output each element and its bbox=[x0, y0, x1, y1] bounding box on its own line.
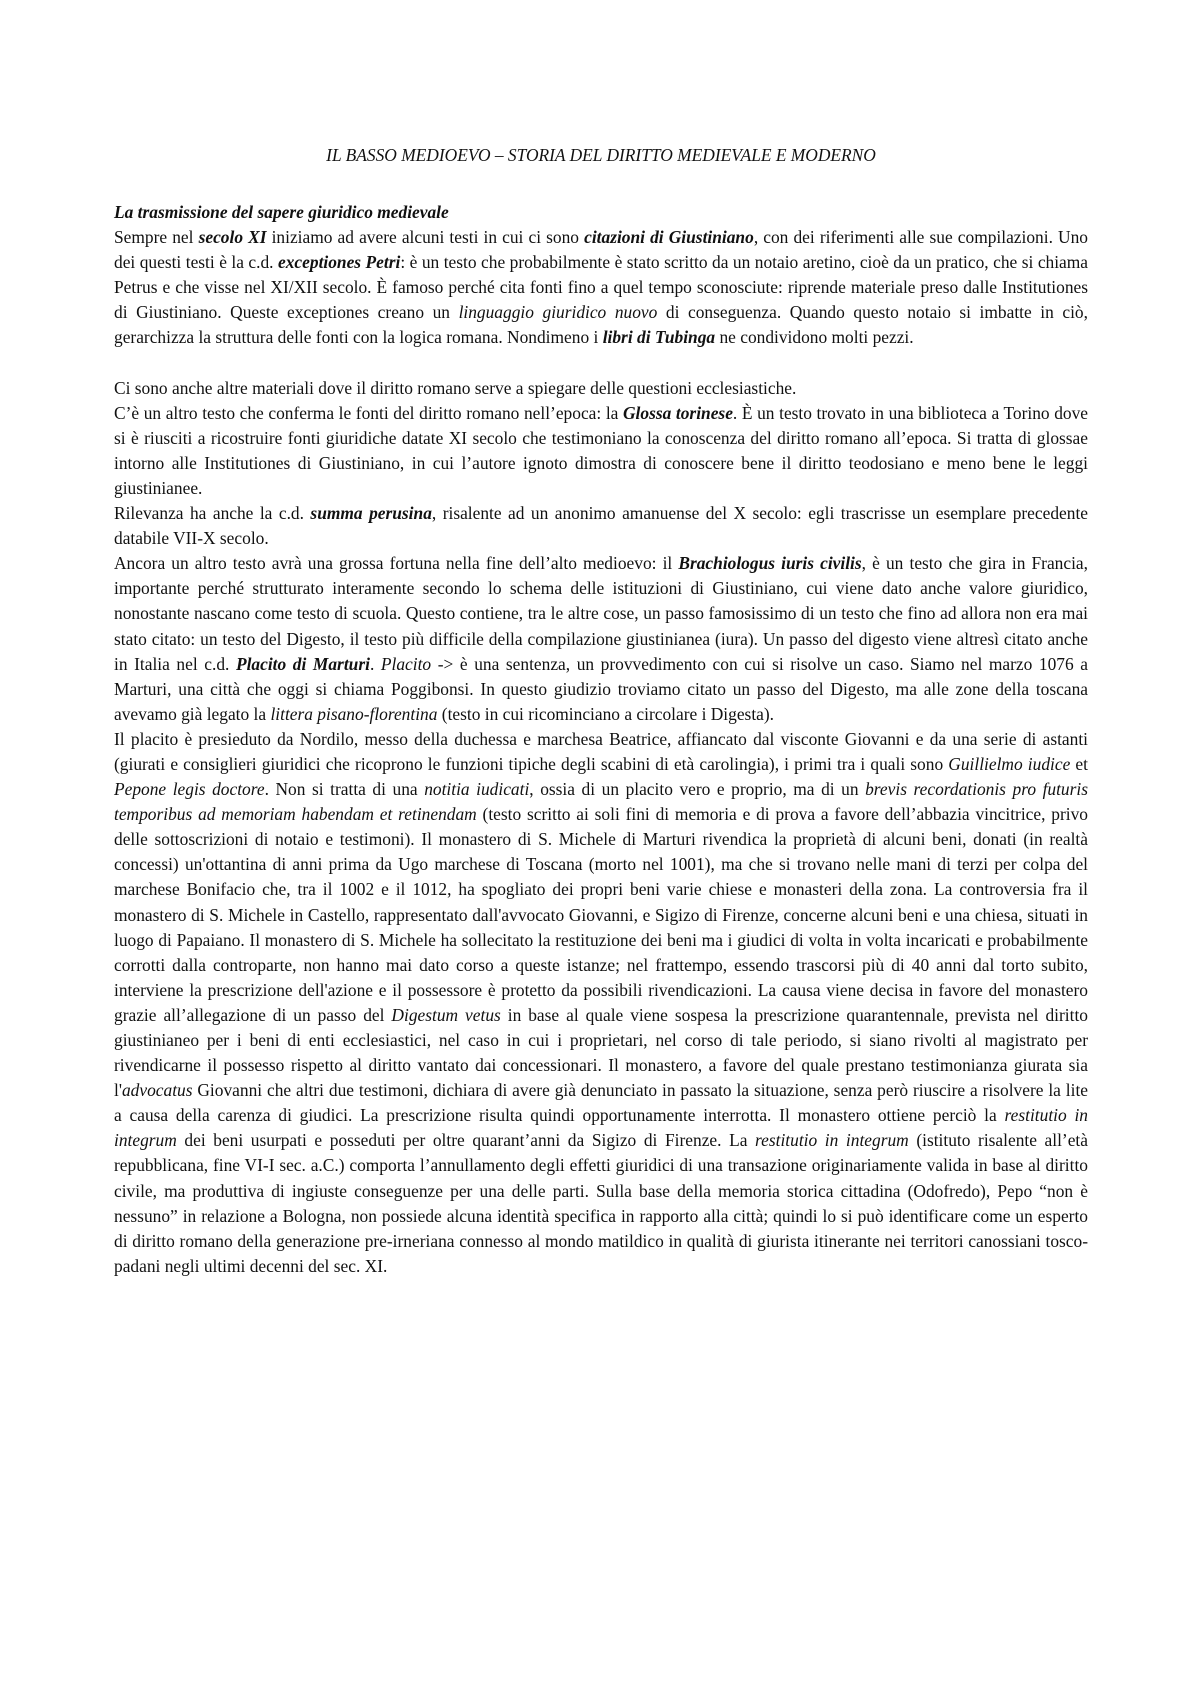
emphasis-italic: linguaggio giuridico nuovo bbox=[458, 302, 658, 323]
text-run: in base al quale viene sospesa la prescrizione quarantennale, prevista nel diritto giustinianeo per i beni di enti ecclesiastici, nel caso in cui i proprietari, nel corso di tale periodo, si siano rivolti al magistrato per rivendicarne il possesso rispetto al diritto vantato dai concessionari. Il monastero, a favore del quale prestano testimonianza giurata sia l' bbox=[114, 1004, 1088, 1101]
text-run: , è un testo che gira in Francia, importante perché strutturato interamente secondo lo schema delle istituzioni di Giustiniano, cui viene dato anche valore giuridico, nonostante nascano come testo di scuola. Questo contiene, tra le altre cose, un passo famosissimo di un testo che fino ad allora non era mai stato citato: un testo del Digesto, il testo più difficile della compilazione giustinianea (iura). Un passo del digesto viene altresì citato anche in Italia nel c.d. bbox=[114, 553, 1088, 674]
emphasis-bold-italic: libri di Tubinga bbox=[602, 327, 716, 348]
text-run: ne condividono molti pezzi. bbox=[715, 327, 914, 348]
emphasis-italic: advocatus bbox=[121, 1080, 193, 1101]
emphasis-bold-italic: Glossa torinese bbox=[622, 402, 733, 423]
text-run: Giovanni che altri due testimoni, dichiara di avere già denunciato in passato la situazione, senza però riuscire a risolvere la lite a causa della carenza di giudici. La prescrizione risulta quindi opportunamente interrotta. Il monastero ottiene perciò la bbox=[114, 1080, 1088, 1126]
text-run: C’è un altro testo che conferma le fonti del diritto romano nell’epoca: la bbox=[114, 402, 623, 423]
text-run: , risalente ad un anonimo amanuense del X secolo: egli trascrisse un esemplare precedente databile VII-X secolo. bbox=[114, 503, 1088, 549]
text-run: -> è una sentenza, un provvedimento con cui si risolve un caso. Siamo nel marzo 1076 a Marturi, una città che oggi si chiama Poggibonsi. In questo giudizio troviamo citato un passo del Digesto, ma alle zone della toscana avevamo già legato la bbox=[114, 653, 1088, 724]
text-run: (testo in cui ricominciano a circolare i Digesta). bbox=[437, 703, 775, 724]
text-run: : è un testo che probabilmente è stato scritto da un notaio aretino, cioè da un pratico, che si chiama Petrus e che visse nel XI/XII secolo. È famoso perché cita fonti fino a quel tempo sconosciute: riprende materiale preso dalle Institutiones di Giustiniano. Queste exceptiones creano un bbox=[114, 252, 1089, 323]
emphasis-italic: restitutio in integrum bbox=[114, 1105, 1088, 1151]
paragraph bbox=[114, 225, 1088, 350]
text-run: dei beni usurpati e posseduti per oltre quarant’anni da Sigizo di Firenze. La bbox=[176, 1130, 756, 1151]
document-body bbox=[114, 225, 1088, 1279]
text-run: . bbox=[369, 653, 381, 674]
section-heading: La trasmissione del sapere giuridico medievale bbox=[114, 202, 449, 222]
emphasis-bold-italic: citazioni di Giustiniano bbox=[584, 227, 754, 248]
paragraph-gap bbox=[114, 351, 1088, 376]
emphasis-bold-italic: summa perusina bbox=[310, 503, 432, 524]
text-run: , con dei riferimenti alle sue compilazioni. Uno dei questi testi è la c.d. bbox=[114, 227, 1088, 273]
emphasis-bold-italic: exceptiones Petri bbox=[278, 252, 401, 273]
emphasis-bold-italic: Placito di Marturi bbox=[235, 653, 370, 674]
paragraph bbox=[114, 551, 1088, 727]
page-title: IL BASSO MEDIOEVO – STORIA DEL DIRITTO MEDIEVALE E MODERNO bbox=[326, 145, 876, 165]
text-run: Rilevanza ha anche la c.d. bbox=[114, 503, 311, 524]
emphasis-bold-italic: secolo XI bbox=[198, 227, 267, 248]
text-run: Ancora un altro testo avrà una grossa fortuna nella fine dell’alto medioevo: il bbox=[114, 553, 679, 574]
text-run: (testo scritto ai soli fini di memoria e di prova a favore dell’abbazia vincitrice, privo delle sottoscrizioni di notaio e testimoni). Il monastero di S. Michele di Marturi rivendica la proprietà di alcuni beni, donati (in realtà concessi) un'ottantina di anni prima da Ugo marchese di Toscana (morto nel 1001), ma che si trovano nelle mani di terzi per colpa del marchese Bonifacio che, tra il 1002 e il 1012, ha spogliato dei propri beni varie chiese e monasteri della zona. La controversia fra il monastero di S. Michele in Castello, rappresentato dall'avvocato Giovanni, e Sigizo di Firenze, concerne alcuni beni e una chiesa, situati in luogo di Papaiano. Il monastero di S. Michele ha sollecitato la restituzione dei beni ma i giudici di volta in volta incaricati e probabilmente corrotti dalla controparte, non hanno mai dato corso a queste istanze; nel frattempo, essendo trascorsi più di 40 anni dal torto subito, interviene la prescrizione dell'azione e il possessore è protetto da possibili rivendicazioni. La causa viene decisa in favore del monastero grazie all’allegazione di un passo del bbox=[114, 804, 1088, 1025]
text-run: , ossia di un placito vero e proprio, ma di un bbox=[529, 779, 866, 800]
text-run: . Non si tratta di una bbox=[264, 779, 425, 800]
emphasis-italic: Guillielmo iudice bbox=[948, 753, 1071, 774]
text-run: Ci sono anche altre materiali dove il diritto romano serve a spiegare delle questioni ecclesiastiche. bbox=[114, 377, 797, 398]
emphasis-italic: restitutio in integrum bbox=[755, 1130, 909, 1151]
paragraph bbox=[114, 727, 1088, 1279]
paragraph bbox=[114, 501, 1088, 551]
text-run: et bbox=[1070, 753, 1088, 774]
text-run: di conseguenza. Quando questo notaio si imbatte in ciò, gerarchizza la struttura delle fonti con la logica romana. Nondimeno i bbox=[114, 302, 1088, 348]
text-run: iniziamo ad avere alcuni testi in cui ci sono bbox=[266, 227, 585, 248]
emphasis-italic: notitia iudicati bbox=[424, 779, 530, 800]
text-run: Sempre nel bbox=[114, 227, 199, 248]
text-run: (istituto risalente all’età repubblicana, fine VI-I sec. a.C.) comporta l’annullamento degli effetti giuridici di una transazione originariamente valida in base al diritto civile, ma produttiva di ingiuste conseguenze per una delle parti. Sulla base della memoria storica cittadina (Odofredo), Pepo “non è nessuno” in relazione a Bologna, non possiede alcuna identità specifica in rapporto alla città; quindi lo si può identificare come un esperto di diritto romano della generazione pre-irneriana connesso al mondo matildico in qualità di giurista itinerante nei territori canossiani tosco-padani negli ultimi decenni del sec. XI. bbox=[114, 1130, 1088, 1276]
text-run: . È un testo trovato in una biblioteca a Torino dove si è riusciti a ricostruire fonti giuridiche datate XI secolo che testimoniano la conoscenza del diritto romano all’epoca. Si tratta di glossae intorno alle Institutiones di Giustiniano, in cui l’autore ignoto dimostra di conoscere bene il diritto teodosiano e meno bene le leggi giustinianee. bbox=[114, 402, 1088, 498]
text-run: Il placito è presieduto da Nordilo, messo della duchessa e marchesa Beatrice, affiancato dal visconte Giovanni e da una serie di astanti (giurati e consiglieri giuridici che ricoprono le funzioni tipiche degli scabini di età carolingia), i primi tra i quali sono bbox=[114, 728, 1088, 774]
emphasis-italic: littera pisano-florentina bbox=[270, 703, 438, 724]
emphasis-italic: Placito bbox=[380, 653, 432, 674]
emphasis-bold-italic: Brachiologus iuris civilis bbox=[678, 553, 862, 574]
paragraph bbox=[114, 401, 1088, 501]
emphasis-italic: Digestum vetus bbox=[391, 1004, 501, 1025]
emphasis-italic: brevis recordationis pro futuris temporibus ad memoriam habendam et retinendam bbox=[114, 779, 1088, 825]
paragraph bbox=[114, 376, 1088, 401]
emphasis-italic: Pepone legis doctore bbox=[114, 779, 265, 800]
